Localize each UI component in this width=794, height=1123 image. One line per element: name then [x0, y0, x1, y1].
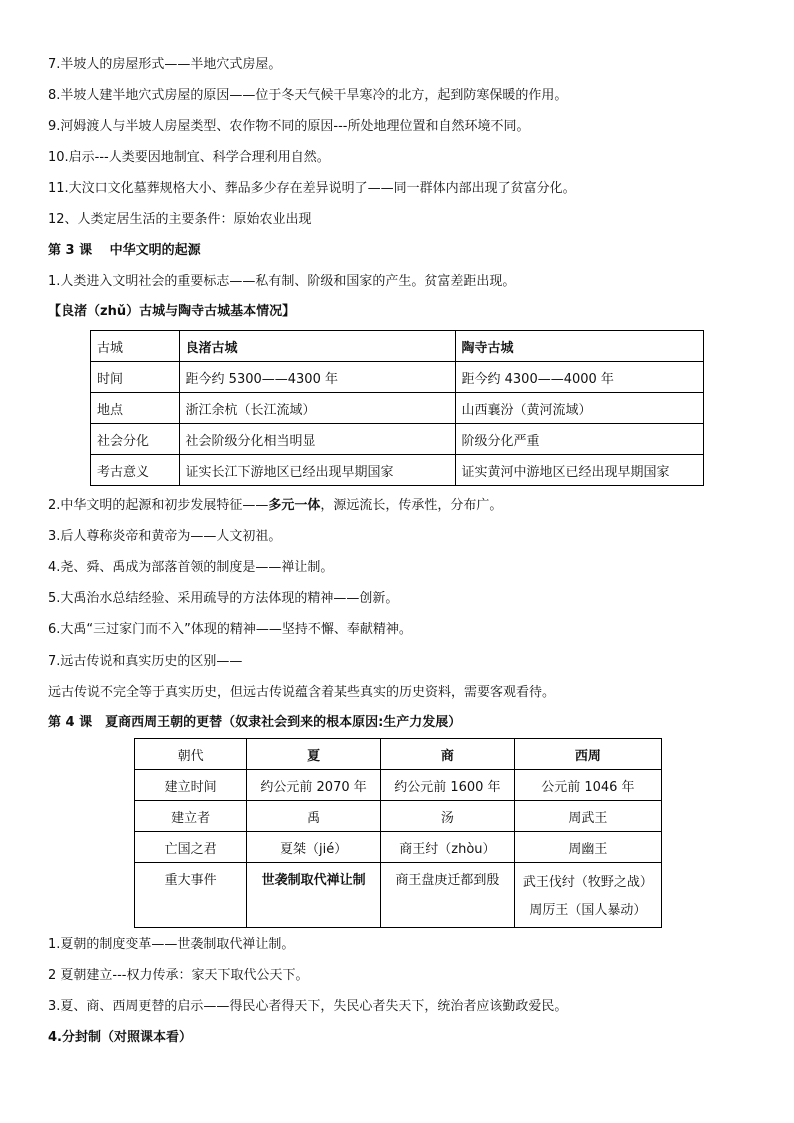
table-cell: 距今约 5300——4300 年	[179, 362, 455, 393]
table-cell: 西周	[514, 739, 661, 770]
table-row	[91, 393, 704, 424]
lesson-3-table-title: 【良渚（zhǔ）古城与陶寺古城基本情况】	[48, 304, 296, 319]
lesson-3-point-7-detail: 远古传说不完全等于真实历史，但远古传说蕴含着某些真实的历史资料，需要客观看待。	[48, 685, 556, 700]
point-2-emphasis: 多元一体	[268, 498, 321, 513]
text-line-11: 11.大汶口文化墓葬规格大小、葬品多少存在差异说明了——同一群体内部出现了贫富分化。	[48, 181, 576, 196]
text-line-9: 9.河姆渡人与半坡人房屋类型、农作物不同的原因---所处地理位置和自然环境不同。	[48, 119, 530, 134]
table-cell: 公元前 1046 年	[514, 770, 661, 801]
table-cell: 重大事件	[135, 863, 247, 928]
lesson-3-point-1: 1.人类进入文明社会的重要标志——私有制、阶级和国家的产生。贫富差距出现。	[48, 274, 516, 289]
lesson-3-point-5: 5.大禹治水总结经验、采用疏导的方法体现的精神——创新。	[48, 591, 399, 606]
table-cell: 夏	[247, 739, 381, 770]
text-line-7: 7.半坡人的房屋形式——半地穴式房屋。	[48, 57, 282, 72]
table-cell: 建立者	[135, 801, 247, 832]
table-cell: 禹	[247, 801, 381, 832]
table-row	[135, 770, 662, 801]
table-cell: 商	[380, 739, 514, 770]
table-row	[135, 801, 662, 832]
table-cell: 夏桀（jié）	[247, 832, 381, 863]
table-cell: 约公元前 2070 年	[247, 770, 381, 801]
table-cell: 时间	[91, 362, 180, 393]
lesson-3-point-7: 7.远古传说和真实历史的区别——	[48, 654, 243, 669]
lesson-3-heading: 第 3 课 中华文明的起源	[48, 243, 201, 258]
lesson-3-point-4: 4.尧、舜、禹成为部落首领的制度是——禅让制。	[48, 560, 334, 575]
table-cell: 亡国之君	[135, 832, 247, 863]
table-cell: 阶级分化严重	[455, 424, 704, 455]
table-cell: 浙江余杭（长江流域）	[179, 393, 455, 424]
table-cell: 地点	[91, 393, 180, 424]
lesson-4-point-1: 1.夏朝的制度变革——世袭制取代禅让制。	[48, 937, 295, 952]
dynasties-table	[134, 738, 662, 928]
table-cell: 陶寺古城	[455, 331, 704, 362]
table-cell: 证实黄河中游地区已经出现早期国家	[455, 455, 704, 486]
table-cell: 考古意义	[91, 455, 180, 486]
table-cell: 汤	[380, 801, 514, 832]
table-cell: 良渚古城	[179, 331, 455, 362]
lesson-3-point-6: 6.大禹“三过家门而不入”体现的精神——坚持不懈、奉献精神。	[48, 622, 412, 637]
table-cell: 距今约 4300——4000 年	[455, 362, 704, 393]
lesson-3-point-2	[48, 497, 502, 515]
table-header-row	[91, 331, 704, 362]
table-row	[91, 362, 704, 393]
lesson-3-point-3: 3.后人尊称炎帝和黄帝为——人文初祖。	[48, 529, 282, 544]
point-2-tail: ，源远流长，传承性，分布广。	[320, 498, 503, 513]
text-line-12: 12、人类定居生活的主要条件：原始农业出现	[48, 212, 312, 227]
point-2-text: 2.中华文明的起源和初步发展特征——	[48, 498, 269, 513]
table-cell: 社会阶级分化相当明显	[179, 424, 455, 455]
table-cell	[514, 863, 661, 928]
text-line-8: 8.半坡人建半地穴式房屋的原因——位于冬天气候干旱寒冷的北方，起到防寒保暖的作用。	[48, 88, 568, 103]
text-line-10: 10.启示---人类要因地制宜、科学合理利用自然。	[48, 150, 330, 165]
table-cell: 山西襄汾（黄河流域）	[455, 393, 704, 424]
table-cell: 社会分化	[91, 424, 180, 455]
table-cell: 周武王	[514, 801, 661, 832]
table-row	[91, 455, 704, 486]
lesson-4-point-4: 4.分封制（对照课本看）	[48, 1030, 192, 1045]
table-cell: 商王纣（zhòu）	[380, 832, 514, 863]
table-row	[135, 832, 662, 863]
table-cell: 证实长江下游地区已经出现早期国家	[179, 455, 455, 486]
lesson-4-point-2: 2 夏朝建立---权力传承：家天下取代公天下。	[48, 968, 309, 983]
table-cell: 周幽王	[514, 832, 661, 863]
table-cell: 建立时间	[135, 770, 247, 801]
table-cell: 古城	[91, 331, 180, 362]
table-header-row	[135, 739, 662, 770]
table-row	[135, 863, 662, 928]
event-line: 周厉王（国人暴动）	[529, 903, 647, 918]
table-cell: 世袭制取代禅让制	[247, 863, 381, 928]
table-row	[91, 424, 704, 455]
table-cell: 商王盘庚迁都到殷	[380, 863, 514, 928]
lesson-4-point-3: 3.夏、商、西周更替的启示——得民心者得天下，失民心者失天下，统治者应该勤政爱民。	[48, 999, 568, 1014]
table-cell: 朝代	[135, 739, 247, 770]
table-cell: 约公元前 1600 年	[380, 770, 514, 801]
lesson-4-heading: 第 4 课 夏商西周王朝的更替（奴隶社会到来的根本原因:生产力发展）	[48, 715, 462, 730]
ancient-cities-table	[90, 330, 704, 486]
event-line: 武王伐纣（牧野之战）	[522, 875, 653, 890]
